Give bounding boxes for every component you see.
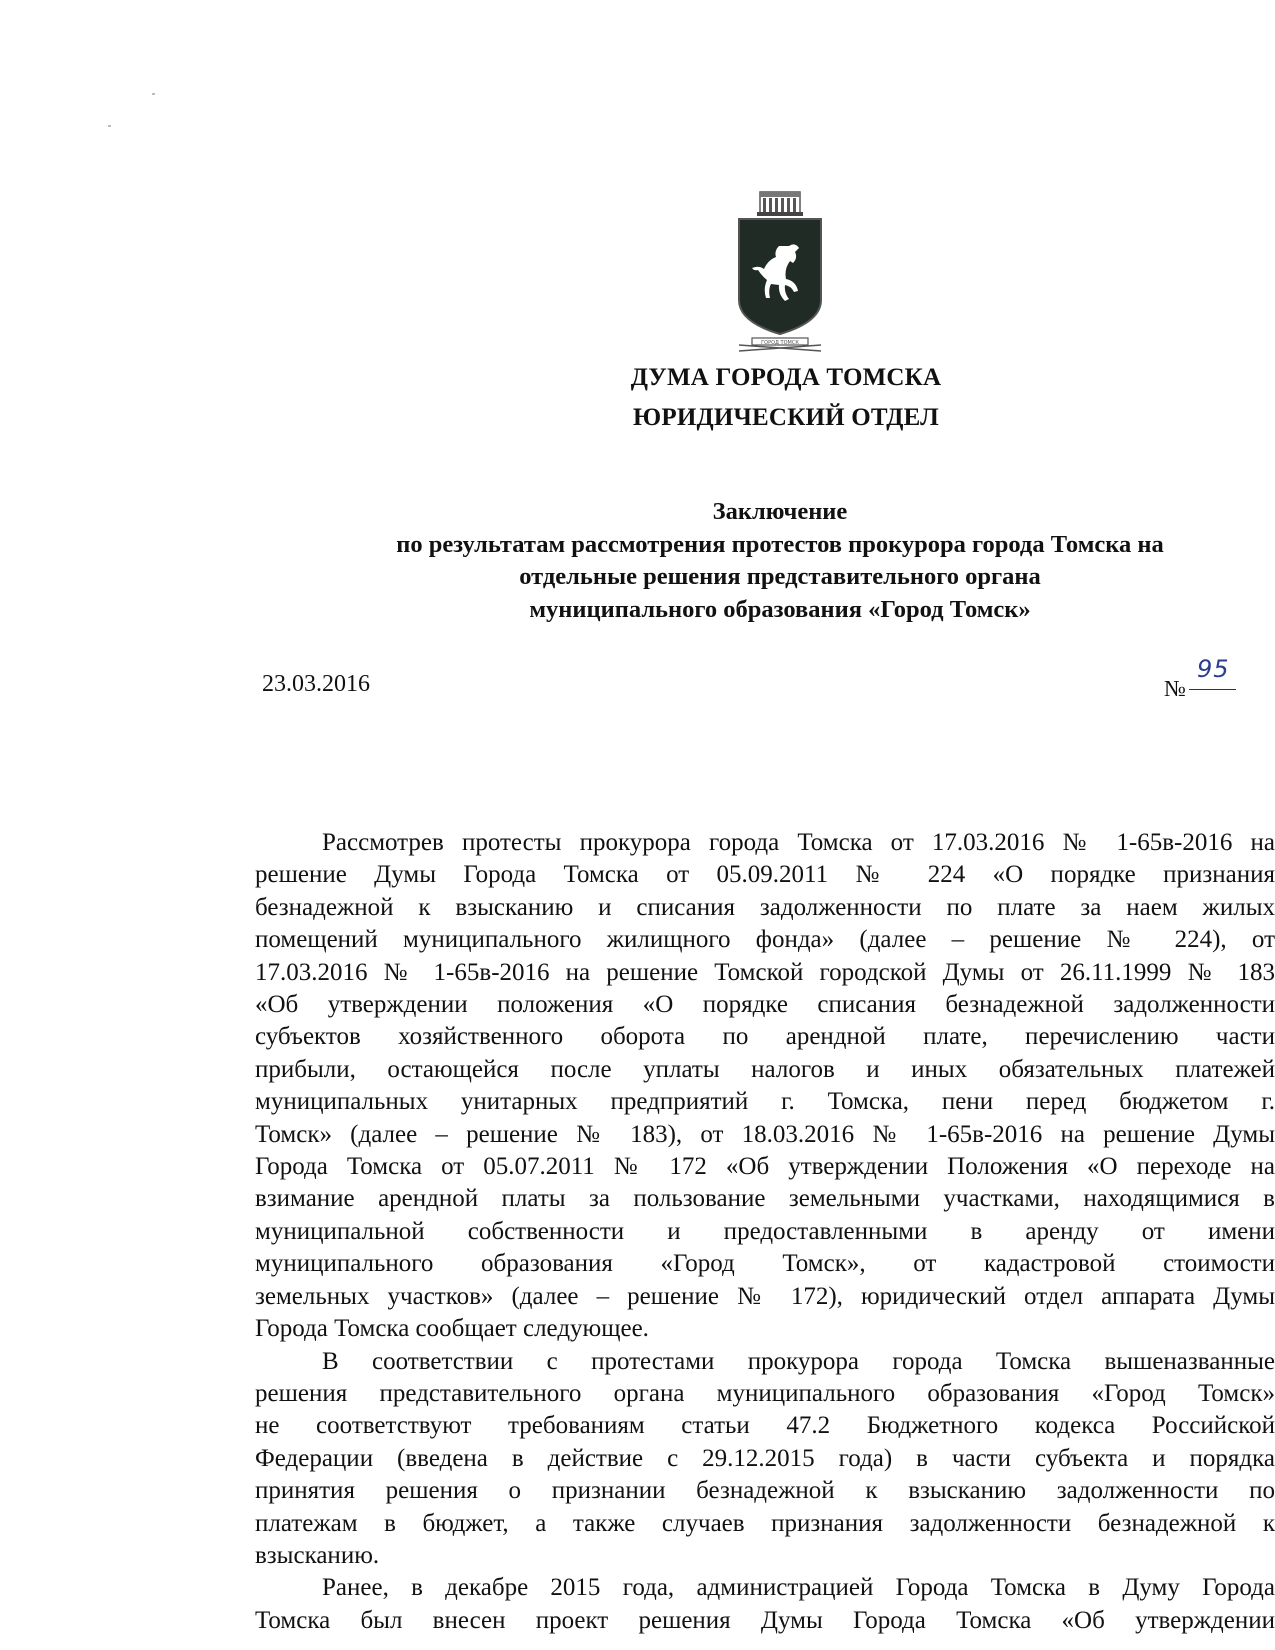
crown-icon (757, 192, 803, 216)
body-line: В соответствии с протестами прокурора города Томска вышеназванные (322, 1347, 1275, 1375)
body-line: Города Томска сообщает следующее. (255, 1315, 649, 1343)
body-line: Томска был внесен проект решения Думы Города Томска «Об утверждении (255, 1606, 1275, 1634)
body-line: решение Думы Города Томска от 05.09.2011 № 224 «О порядке признания (255, 861, 1275, 889)
body-line: решения представительного органа муниципального образования «Город Томск» (255, 1379, 1275, 1407)
body-line: безнадежной к взысканию и списания задолженности по плате за наем жилых (255, 893, 1275, 921)
body-line: земельных участков» (далее – решение № 172), юридический отдел аппарата Думы (255, 1282, 1275, 1310)
body-line: Города Томска от 05.07.2011 № 172 «Об утверждении Положения «О переходе на (255, 1153, 1275, 1181)
emblem-ribbon-text: ГОРОД ТОМСК (761, 340, 799, 346)
body-line: помещений муниципального жилищного фонда» (далее – решение № 224), от (255, 926, 1275, 954)
document-number-field (1189, 655, 1236, 690)
scan-speck (108, 125, 111, 127)
title-line: отдельные решения представительного органа (519, 563, 1041, 590)
body-line: 17.03.2016 № 1-65в-2016 на решение Томской городской Думы от 26.11.1999 № 183 (255, 958, 1275, 986)
title-line: по результатам рассмотрения протестов прокурора города Томска на (396, 530, 1164, 558)
organization-name: ДУМА ГОРОДА ТОМСКА (630, 364, 942, 391)
document-title (300, 496, 1260, 626)
body-line: взимание арендной платы за пользование земельными участками, находящимися в (255, 1185, 1275, 1213)
body-line: Ранее, в декабре 2015 года, администрацией Города Томска в Думу Города (322, 1574, 1275, 1602)
body-line: муниципального образования «Город Томск», от кадастровой стоимости (255, 1250, 1275, 1278)
body-line: платежам в бюджет, а также случаев признания задолженности безнадежной к (255, 1509, 1275, 1537)
body-line: Рассмотрев протесты прокурора города Томска от 17.03.2016 № 1-65в-2016 на (322, 829, 1275, 856)
department-name: ЮРИДИЧЕСКИЙ ОТДЕЛ (633, 404, 939, 431)
body-line: Федерации (введена в действие с 29.12.2015 года) в части субъекта и порядка (255, 1444, 1275, 1472)
body-line: прибыли, остающейся после уплаты налогов и иных обязательных платежей (255, 1055, 1275, 1083)
scan-speck (152, 93, 155, 95)
body-line: субъектов хозяйственного оборота по арендной плате, перечислению части (255, 1023, 1275, 1051)
body-line: не соответствуют требованиям статьи 47.2 Бюджетного кодекса Российской (255, 1412, 1275, 1440)
body-line: муниципальных унитарных предприятий г. Томска, пени перед бюджетом г. (255, 1088, 1275, 1116)
document-date: 23.03.2016 (262, 671, 370, 697)
body-line: муниципальной собственности и предоставленными в аренду от имени (255, 1217, 1275, 1245)
title-line: муниципального образования «Город Томск» (529, 595, 1031, 623)
document-body (255, 827, 1275, 1637)
document-number-label: № (1164, 676, 1186, 701)
city-coat-of-arms-emblem (727, 188, 833, 356)
body-line: Томск» (далее – решение № 183), от 18.03.2016 № 1-65в-2016 на решение Думы (255, 1120, 1275, 1148)
body-line: принятия решения о признании безнадежной к взысканию задолженности по (255, 1477, 1275, 1505)
body-line: «Об утверждении положения «О порядке списания безнадежной задолженности (255, 991, 1275, 1019)
body-line: взысканию. (255, 1541, 380, 1569)
title-line: Заключение (712, 498, 848, 525)
document-number-handwritten: 95 (1197, 655, 1230, 683)
